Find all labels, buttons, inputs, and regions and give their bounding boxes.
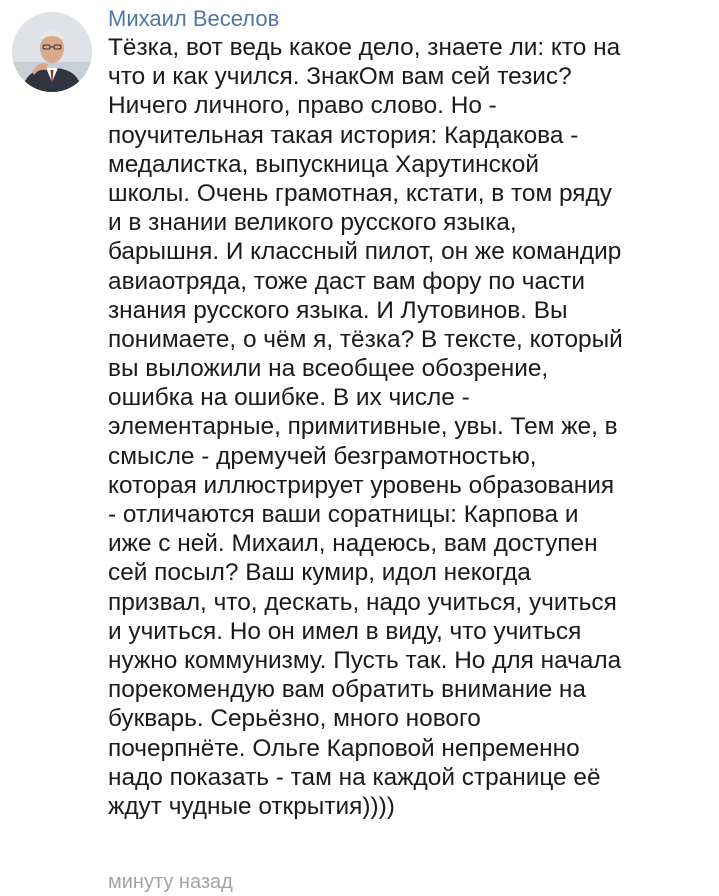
comment-line: которая иллюстрирует уровень образования <box>108 471 615 499</box>
comment-line: ошибка на ошибке. В их числе - <box>108 384 470 412</box>
comment-timestamp[interactable]: минуту назад <box>108 871 233 893</box>
comment-line: букварь. Серьёзно, много нового <box>108 705 481 733</box>
avatar[interactable] <box>12 12 92 92</box>
comment-line: смысле - дремучей безграмотностью, <box>108 442 537 470</box>
comment-line: и учиться. Но он имел в виду, что учиться <box>108 617 582 645</box>
comment-line: ждут чудные открытия)))) <box>108 792 395 820</box>
avatar-photo-icon <box>12 12 92 92</box>
comment-line: почерпнёте. Ольге Карповой непременно <box>108 734 580 762</box>
comment-line: и в знании великого русского языка, <box>108 209 517 237</box>
comment-line: элементарные, примитивные, увы. Тем же, в <box>108 413 618 441</box>
comment-line: барышня. И классный пилот, он же командир <box>108 238 622 266</box>
comment-line: знания русского языка. И Лутовинов. Вы <box>108 296 568 324</box>
comment-text <box>108 33 708 821</box>
comment-line: школы. Очень грамотная, кстати, в том ряду <box>108 179 612 207</box>
comment-line: авиаотряда, тоже даст вам фору по части <box>108 267 586 295</box>
author-name[interactable]: Михаил Веселов <box>108 6 280 31</box>
comment-line: медалистка, выпускница Харутинской <box>108 150 539 178</box>
comment-line: что и как учился. ЗнакОм вам сей тезис? <box>108 63 572 91</box>
comment-line: поучительная такая история: Кардакова - <box>108 121 579 149</box>
comment-line: нужно коммунизму. Пусть так. Но для начала <box>108 646 622 674</box>
comment-line: надо показать - там на каждой странице её <box>108 763 601 791</box>
comment-line: сей посыл? Ваш кумир, идол некогда <box>108 559 531 587</box>
comment-line: понимаете, о чём я, тёзка? В тексте, который <box>108 325 623 353</box>
comment-line: - отличаются ваши соратницы: Карпова и <box>108 501 579 528</box>
comment-line: Тёзка, вот ведь какое дело, знаете ли: кто на <box>108 34 621 61</box>
comment-line: Ничего личного, право слово. Но - <box>108 92 497 120</box>
comment-line: иже с ней. Михаил, надеюсь, вам доступен <box>108 530 598 558</box>
comment-line: порекомендую вам обратить внимание на <box>108 676 586 704</box>
comment-line: вы выложили на всеобщее обозрение, <box>108 355 549 383</box>
comment-line: призвал, что, дескать, надо учиться, учиться <box>108 588 617 616</box>
